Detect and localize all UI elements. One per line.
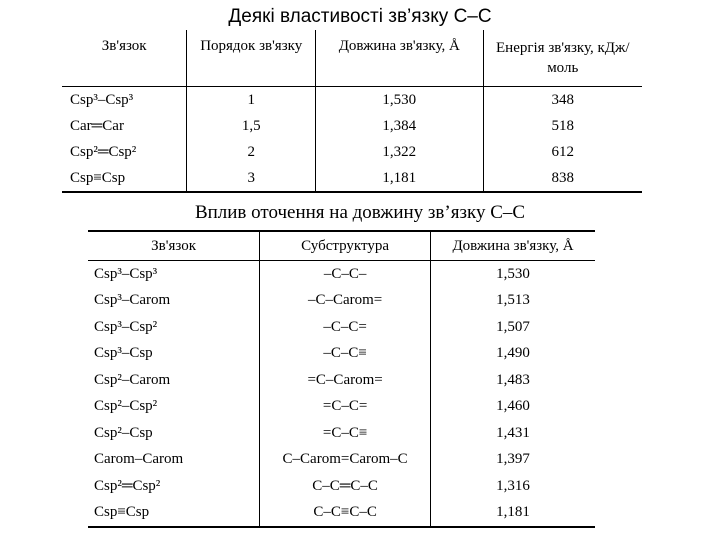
t2-bond-cell: Csp²–Csp (94, 424, 153, 441)
t2-header-substructure: Субструктура (260, 231, 431, 261)
t1-bond-cell: Csp²═Csp² (70, 143, 137, 160)
table-row (62, 113, 642, 139)
table-row (62, 87, 642, 114)
t2-bond-cell: Csp²–Carom (94, 371, 171, 388)
t1-length-cell: 1,181 (316, 165, 483, 192)
t1-header-energy: Енергія зв'язку, кДж/моль (483, 30, 642, 87)
t2-substructure-cell: –C–C– (260, 261, 431, 288)
t2-substructure-cell: C–Carom=Carom–C (260, 447, 431, 474)
table-row (88, 500, 595, 528)
t2-bond-cell: Csp≡Csp (88, 500, 260, 528)
table-row (88, 473, 595, 500)
t1-order-cell: 1 (187, 87, 316, 114)
t2-substructure-cell: C–C≡C–C (260, 500, 431, 528)
t2-bond-cell: Carom–Carom (94, 451, 184, 468)
t2-substructure-cell: –C–C≡ (260, 341, 431, 368)
t2-bond-cell: Csp³–Csp² (94, 318, 158, 335)
t2-substructure-cell: =C–Carom= (260, 367, 431, 394)
t1-header-length: Довжина зв'язку, Å (316, 30, 483, 87)
table2-title: Вплив оточення на довжину зв’язку С–С (194, 202, 526, 223)
t1-order-cell: 1,5 (187, 113, 316, 139)
t2-substructure-cell: –C–C= (260, 314, 431, 341)
t1-header-order: Порядок зв'язку (187, 30, 316, 87)
table-row (88, 314, 595, 341)
t2-length-cell: 1,181 (431, 500, 595, 528)
table-row (88, 420, 595, 447)
t1-order-cell: 3 (187, 165, 316, 192)
t2-substructure-cell: –C–Carom= (260, 288, 431, 315)
t1-length-cell: 1,530 (316, 87, 483, 114)
t2-header-length: Довжина зв'язку, Å (431, 231, 595, 261)
t2-bond-cell: Csp³–Carom (94, 292, 171, 309)
t1-energy-cell: 348 (483, 87, 642, 114)
table-row (62, 139, 642, 165)
t2-length-cell: 1,460 (431, 394, 595, 421)
table-row (88, 367, 595, 394)
t2-bond-cell: Csp²–Csp² (94, 398, 158, 415)
table-row (88, 447, 595, 474)
t2-length-cell: 1,513 (431, 288, 595, 315)
t1-bond-cell: Csp³–Csp³ (70, 91, 134, 108)
table-row (88, 261, 595, 288)
t2-length-cell: 1,431 (431, 420, 595, 447)
environment-effect-table (88, 230, 595, 528)
t2-substructure-cell: =C–C≡ (260, 420, 431, 447)
t2-substructure-cell: C–C═C–C (260, 473, 431, 500)
t2-header-bond: Зв'язок (88, 231, 260, 261)
t2-bond-cell: Csp³–Csp (94, 345, 153, 362)
t1-header-bond: Зв'язок (62, 30, 187, 87)
t1-energy-cell: 612 (483, 139, 642, 165)
t1-energy-cell: 518 (483, 113, 642, 139)
t2-length-cell: 1,483 (431, 367, 595, 394)
t1-length-cell: 1,384 (316, 113, 483, 139)
t2-substructure-cell: =C–C= (260, 394, 431, 421)
t2-length-cell: 1,316 (431, 473, 595, 500)
table1-title: Деякі властивості зв’язку С–С (228, 6, 492, 27)
table-row (88, 394, 595, 421)
t2-length-cell: 1,490 (431, 341, 595, 368)
t1-bond-cell: Car═Car (70, 117, 124, 134)
table-row (88, 341, 595, 368)
bond-properties-table (62, 30, 642, 193)
t1-energy-cell: 838 (483, 165, 642, 192)
t2-length-cell: 1,507 (431, 314, 595, 341)
t1-length-cell: 1,322 (316, 139, 483, 165)
t1-order-cell: 2 (187, 139, 316, 165)
t2-bond-cell: Csp²═Csp² (94, 477, 161, 494)
table-row (88, 288, 595, 315)
t2-length-cell: 1,530 (431, 261, 595, 288)
t2-length-cell: 1,397 (431, 447, 595, 474)
t1-bond-cell: Csp≡Csp (62, 165, 187, 192)
table-row (62, 165, 642, 192)
t2-bond-cell: Csp³–Csp³ (94, 265, 158, 282)
